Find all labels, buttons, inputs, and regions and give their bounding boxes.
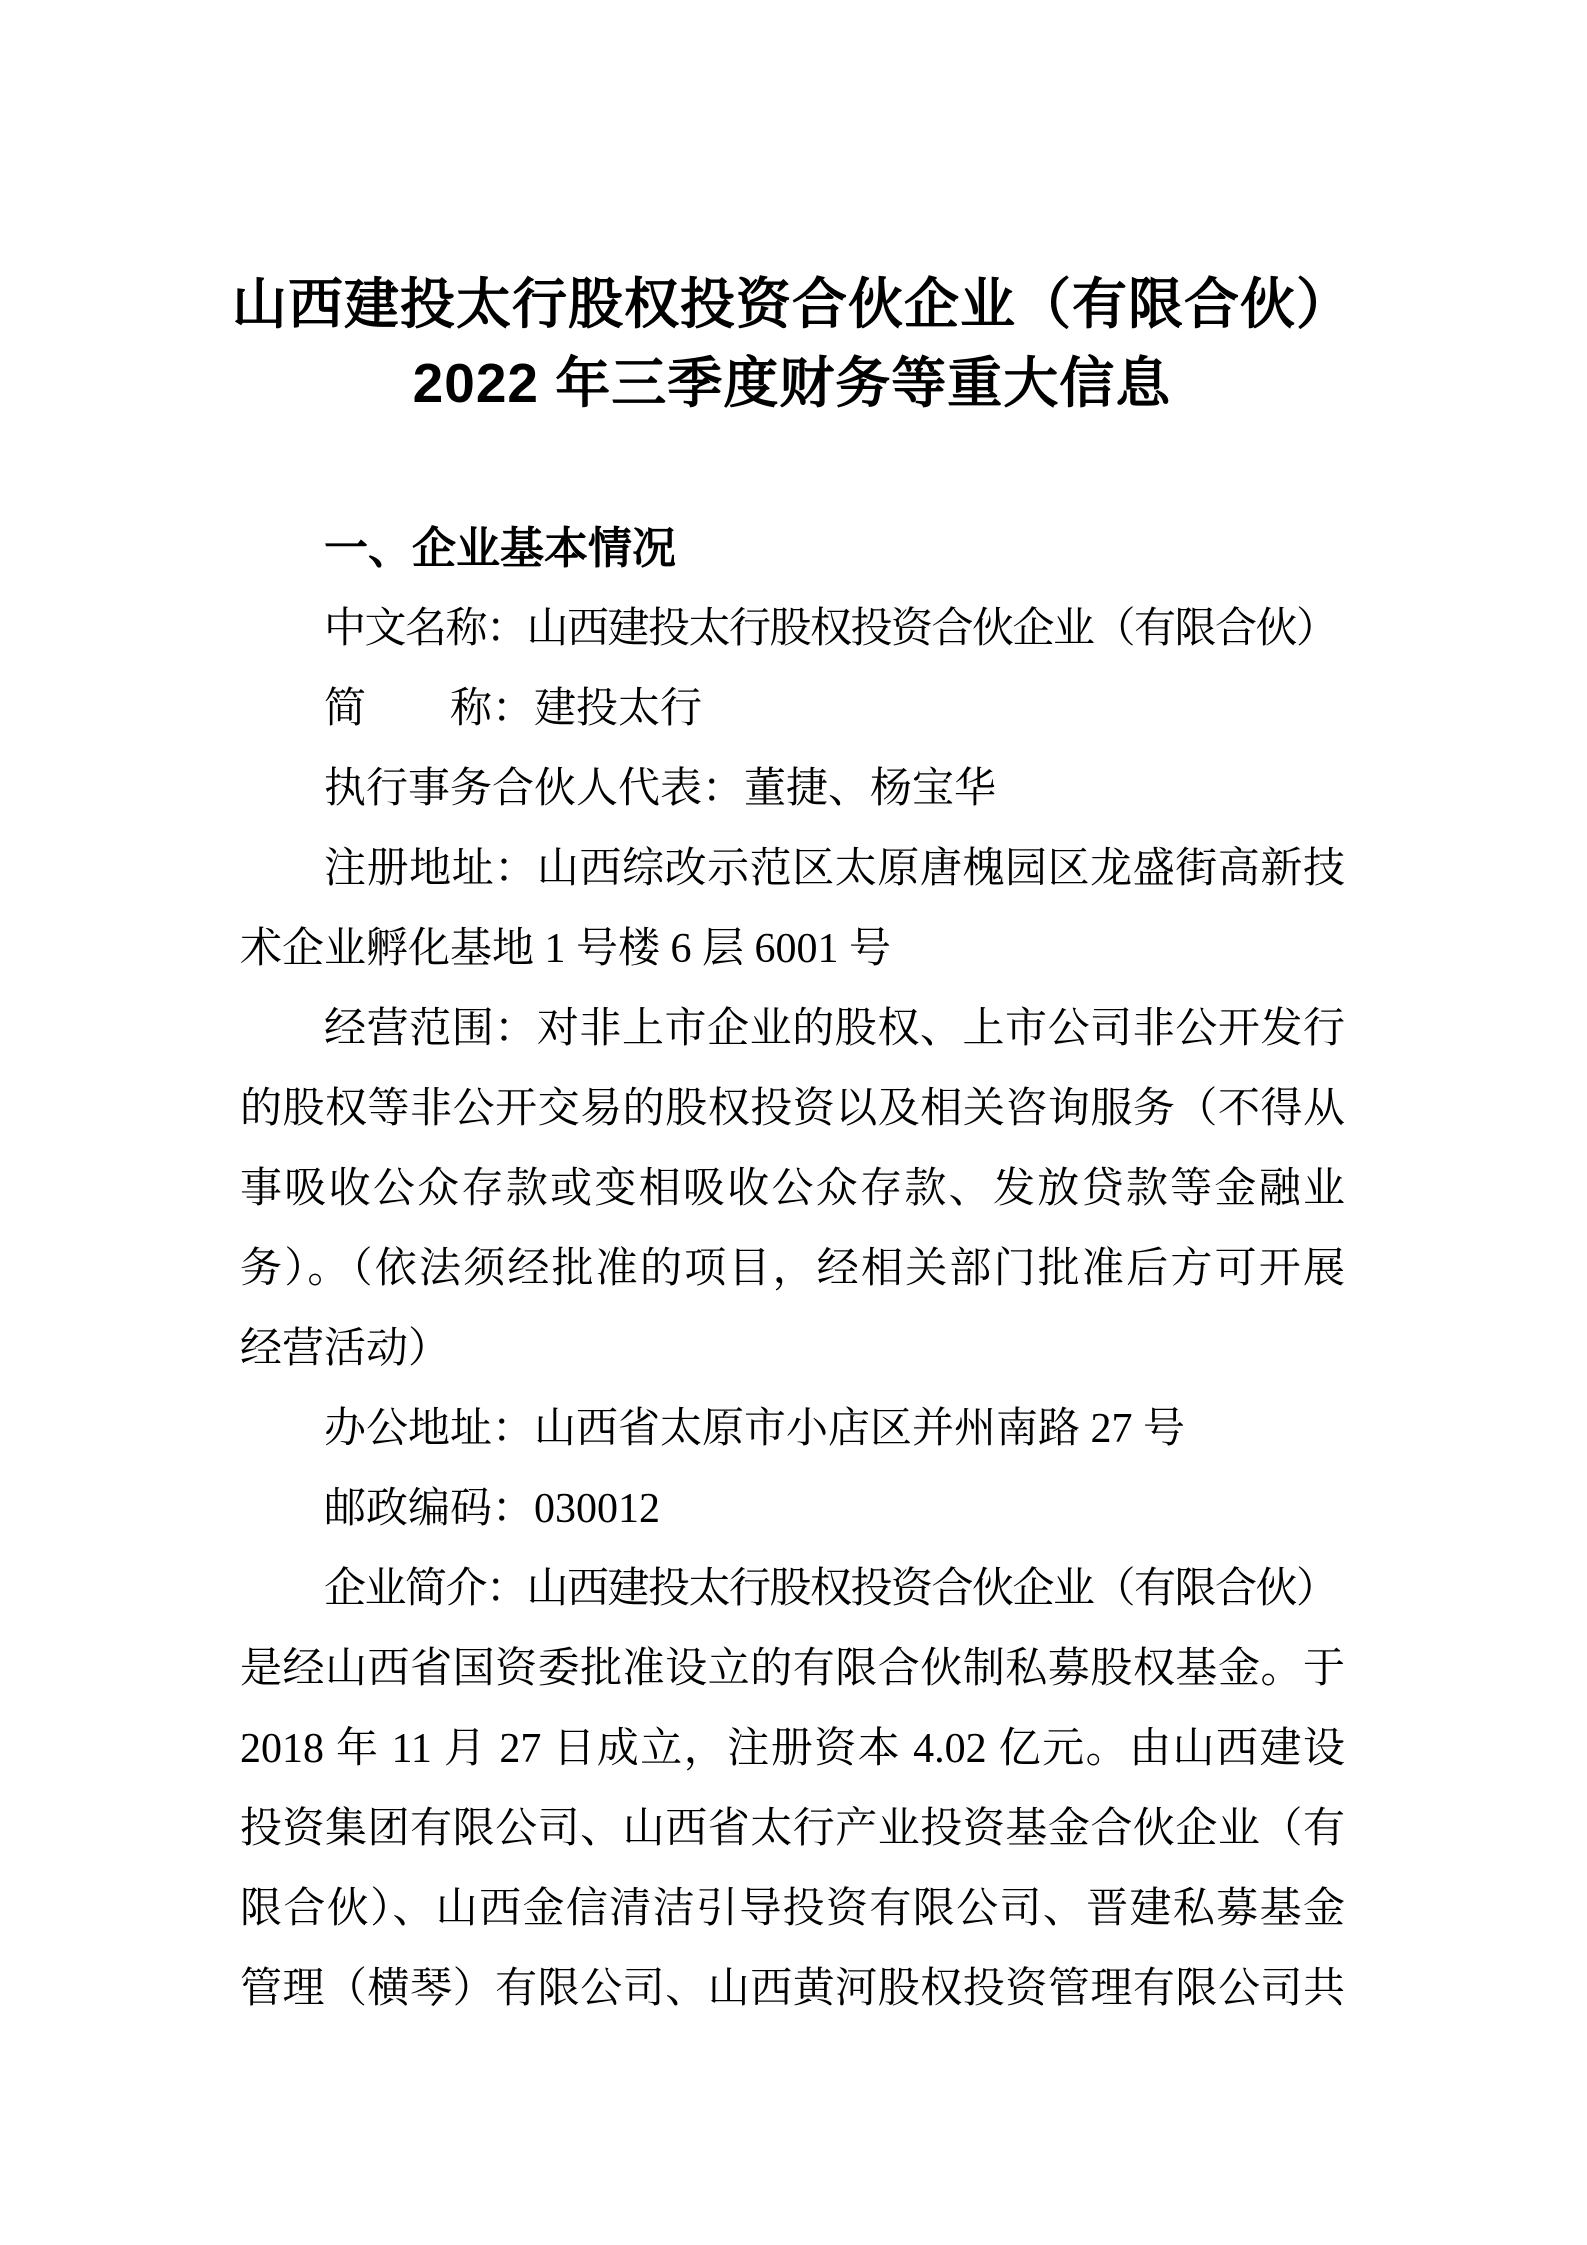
paragraph-line: 是经山西省国资委批准设立的有限合伙制私募股权基金。于 <box>240 1646 1345 1692</box>
paragraph-line: 简 称：建投太行 <box>324 686 703 732</box>
paragraph-line: 务）。（依法须经批准的项目，经相关部门批准后方可开展 <box>240 1246 1345 1292</box>
paragraph-line: 管理（横琴）有限公司、山西黄河股权投资管理有限公司共 <box>240 1966 1345 2012</box>
paragraph-line: 企业简介：山西建投太行股权投资合伙企业（有限合伙） <box>324 1566 1337 1612</box>
paragraph-line: 限合伙）、山西金信清洁引导投资有限公司、晋建私募基金 <box>240 1886 1345 1932</box>
document-title <box>232 265 1352 423</box>
document-title-line-2: 2022 年三季度财务等重大信息 <box>412 352 1172 414</box>
paragraph-line: 邮政编码：030012 <box>324 1486 661 1532</box>
paragraph-line: 经营范围：对非上市企业的股权、上市公司非公开发行 <box>324 1006 1345 1052</box>
paragraph-line: 中文名称：山西建投太行股权投资合伙企业（有限合伙） <box>324 606 1337 652</box>
paragraph-line: 2018 年 11 月 27 日成立，注册资本 4.02 亿元。由山西建设 <box>240 1726 1345 1772</box>
paragraph-line: 术企业孵化基地 1 号楼 6 层 6001 号 <box>240 926 892 972</box>
paragraph-line: 注册地址：山西综改示范区太原唐槐园区龙盛街高新技 <box>324 846 1345 892</box>
paragraph-line: 执行事务合伙人代表：董捷、杨宝华 <box>324 766 997 812</box>
section-heading: 一、企业基本情况 <box>324 524 676 573</box>
paragraph-line: 经营活动） <box>240 1326 451 1372</box>
document-body <box>240 509 1345 2029</box>
paragraph-line: 投资集团有限公司、山西省太行产业投资基金合伙企业（有 <box>240 1806 1345 1852</box>
paragraph-line: 办公地址：山西省太原市小店区并州南路 27 号 <box>324 1406 1186 1452</box>
document-title-line-1: 山西建投太行股权投资合伙企业（有限合伙） <box>232 273 1353 335</box>
paragraph-line: 的股权等非公开交易的股权投资以及相关咨询服务（不得从 <box>240 1086 1345 1132</box>
paragraph-line: 事吸收公众存款或变相吸收公众存款、发放贷款等金融业 <box>240 1166 1345 1212</box>
